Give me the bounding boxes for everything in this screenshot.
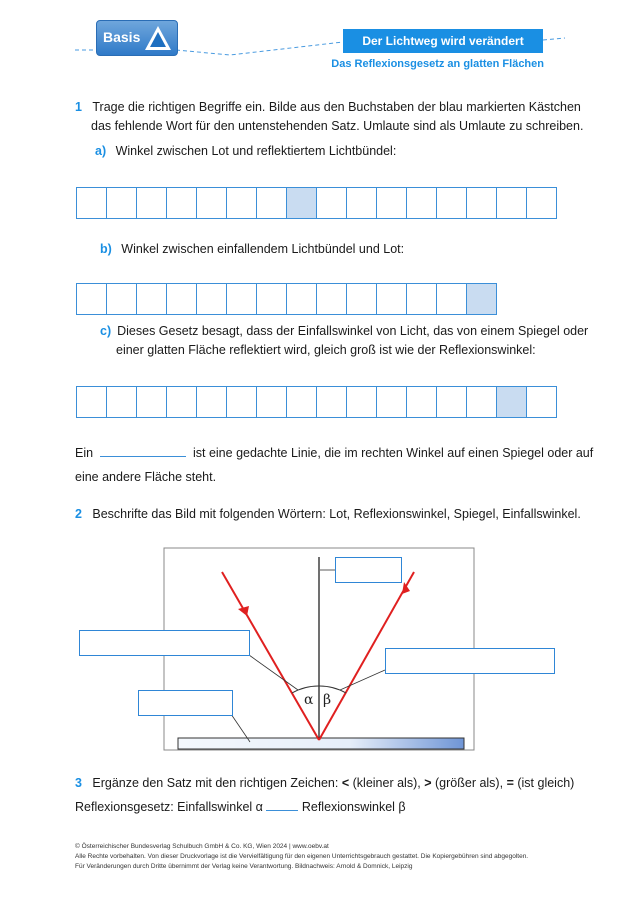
task1c-line2: einer glatten Fläche reflektiert wird, gleich groß ist wie der Reflexionswinkel: bbox=[116, 343, 536, 357]
footer bbox=[75, 842, 528, 872]
task1a-text: Winkel zwischen Lot und reflektiertem Lichtbündel: bbox=[115, 144, 397, 158]
logo-text: Basis bbox=[103, 29, 141, 45]
task1b-text: Winkel zwischen einfallendem Lichtbündel und Lot: bbox=[121, 242, 405, 256]
page-subtitle: Das Reflexionsgesetz an glatten Flächen bbox=[331, 58, 544, 70]
task1a-label: a) bbox=[95, 144, 107, 158]
sentence-post: ist eine gedachte Linie, die im rechten Winkel auf einen Spiegel oder auf bbox=[192, 446, 594, 460]
mirror bbox=[178, 738, 464, 749]
symbol-less: < bbox=[341, 776, 350, 790]
task3-text: Ergänze den Satz mit den richtigen Zeichen: bbox=[92, 776, 339, 790]
task1c-label: c) bbox=[100, 324, 112, 338]
task-number: 3 bbox=[75, 776, 82, 790]
task1b-label: b) bbox=[100, 242, 112, 256]
symbol-greater: > bbox=[424, 776, 432, 790]
task3-instructions bbox=[75, 771, 574, 819]
desc-less: (kleiner als), bbox=[352, 776, 421, 790]
task1c-line1: Dieses Gesetz besagt, dass der Einfallswinkel von Licht, das von einem Spiegel oder bbox=[117, 324, 589, 338]
label-box-bottom[interactable] bbox=[138, 690, 233, 716]
label-box-top[interactable] bbox=[335, 557, 402, 583]
sentence-pre: Ein bbox=[75, 446, 94, 460]
task1-line2: das fehlende Wort für den untenstehenden Satz. Umlaute sind als Umlaute zu schreiben. bbox=[91, 119, 584, 133]
law-post: Reflexionswinkel β bbox=[301, 800, 406, 814]
symbol-equal: = bbox=[506, 776, 514, 790]
sentence-line2: eine andere Fläche steht. bbox=[75, 470, 217, 484]
alpha-symbol: α bbox=[304, 692, 314, 708]
law-pre: Reflexionsgesetz: Einfallswinkel α bbox=[75, 800, 263, 814]
desc-equal: (ist gleich) bbox=[517, 776, 575, 790]
footer-line3: Für Veränderungen durch Dritte übernimmt der Verlag keine Verantwortung. Bildnachweis: Arnold & Domnick, Leipzig bbox=[75, 863, 413, 870]
page-title: Der Lichtweg wird verändert bbox=[343, 29, 543, 53]
footer-line1: © Österreichischer Bundesverlag Schulbuch GmbH & Co. KG, Wien 2024 | www.oebv.at bbox=[75, 843, 329, 850]
task1-line1: Trage die richtigen Begriffe ein. Bilde aus den Buchstaben der blau markierten Kästchen bbox=[92, 100, 581, 114]
beta-symbol: β bbox=[323, 692, 332, 708]
label-box-right[interactable] bbox=[385, 648, 555, 674]
desc-greater: (größer als), bbox=[435, 776, 504, 790]
label-box-left[interactable] bbox=[79, 630, 250, 656]
task2-text: Beschrifte das Bild mit folgenden Wörtern: Lot, Reflexionswinkel, Spiegel, Einfallswinkel. bbox=[92, 507, 581, 521]
symbol-gap[interactable] bbox=[266, 798, 298, 811]
footer-line2: Alle Rechte vorbehalten. Von dieser Druckvorlage ist die Vervielfältigung für den eigenen Unterrichtsgebrauch gestattet. Die Kopiergebühren sind abgegolten. bbox=[75, 853, 529, 860]
task-number: 2 bbox=[75, 507, 82, 521]
task-number: 1 bbox=[75, 100, 82, 114]
